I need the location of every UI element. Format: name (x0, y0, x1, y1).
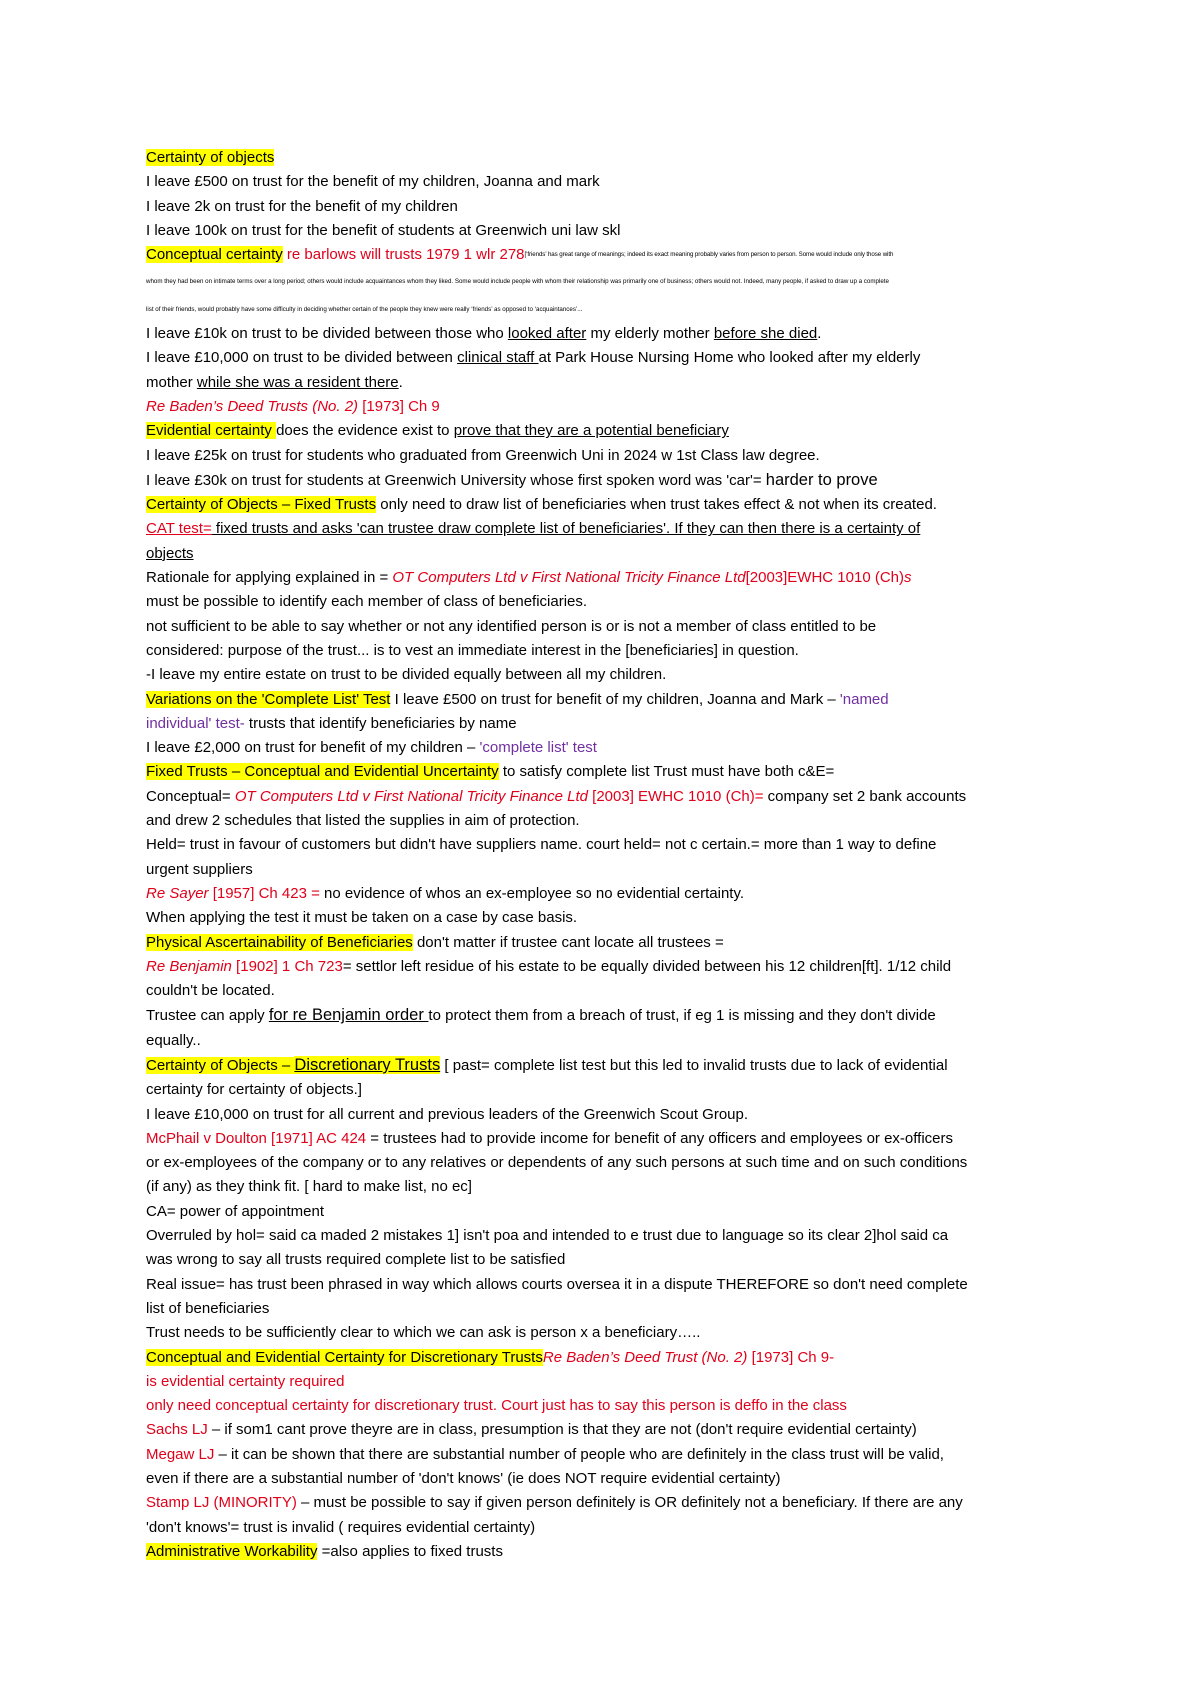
text-run: . (398, 373, 403, 391)
text-line (146, 1078, 1066, 1102)
text-run: Sachs LJ (146, 1421, 208, 1439)
text-run: company set 2 bank accounts (763, 787, 967, 805)
text-run: Certainty of objects (146, 149, 275, 166)
text-run: list of their friends, would probably have some difficulty in deciding whether certain of the people they knew were really ‘friends’ as opposed to ‘acquaintances’... (146, 305, 583, 313)
text-line (146, 146, 1066, 170)
text-line (146, 906, 1066, 930)
text-run: Re Benjamin (146, 957, 232, 975)
text-run: Megaw LJ (146, 1445, 215, 1463)
text-line (146, 1491, 1066, 1515)
text-run: objects (146, 544, 194, 562)
text-line (146, 1200, 1066, 1224)
text-line (146, 267, 1066, 294)
text-line (146, 1175, 1066, 1199)
text-run: to protect them from a breach of trust, if eg 1 is missing and they don't divide (428, 1007, 936, 1025)
text-run: = settlor left residue of his estate to be equally divided between his 12 children[ft]. 1/12 child (342, 957, 952, 975)
text-run: 'named (839, 690, 889, 708)
text-line (146, 1103, 1066, 1127)
text-run: – it can be shown that there are substantial number of people who are definitely in the class trust will be valid, (214, 1445, 944, 1463)
text-run: considered: purpose of the trust... is to vest an immediate interest in the [beneficiaries] in question. (146, 641, 799, 659)
text-run: I leave £500 on trust for the benefit of my children, Joanna and mark (146, 173, 600, 191)
text-line (146, 195, 1066, 219)
text-line (146, 1467, 1066, 1491)
text-line (146, 760, 1066, 784)
text-run: When applying the test it must be taken on a case by case basis. (146, 909, 578, 927)
text-line (146, 1346, 1066, 1370)
text-line (146, 517, 1066, 541)
text-run: must be possible to identify each member of class of beneficiaries. (146, 593, 588, 611)
text-run: was wrong to say all trusts required complete list to be satisfied (146, 1251, 566, 1269)
text-run: Conceptual certainty (146, 246, 283, 264)
text-run: OT Computers Ltd v First National Tricity Finance Ltd (234, 787, 588, 805)
text-run: Re Sayer (146, 884, 209, 902)
text-line (146, 615, 1066, 639)
text-line (146, 346, 1066, 370)
text-run: 'don't knows'= trust is invalid ( requires evidential certainty) (146, 1518, 536, 1536)
text-run: mother (146, 373, 197, 391)
text-run: fixed trusts and asks 'can trustee draw complete list of beneficiaries'. If they can then there is a certainty of (211, 520, 921, 538)
text-line (146, 243, 1066, 267)
text-line (146, 1224, 1066, 1248)
text-run: [‘friends’ has great range of meanings; indeed its exact meaning probably varies from person to person. Some would include only those with (524, 251, 894, 259)
text-run: individual' test- (146, 714, 245, 732)
text-line (146, 688, 1066, 712)
text-line (146, 295, 1066, 322)
text-run: my elderly mother (586, 325, 714, 343)
text-run: equally.. (146, 1031, 201, 1049)
text-run: Certainty of Objects – Fixed Trusts (146, 496, 377, 514)
text-line (146, 1127, 1066, 1151)
text-run: don't matter if trustee cant locate all trustees = (412, 933, 724, 951)
text-line (146, 542, 1066, 566)
text-run: [1973] Ch 9- (747, 1348, 835, 1366)
text-run: McPhail v Doulton [1971] AC 424 (146, 1129, 367, 1147)
text-line (146, 785, 1066, 809)
text-line (146, 1418, 1066, 1442)
text-line (146, 493, 1066, 517)
text-run: . (817, 325, 822, 343)
text-run: CA= power of appointment (146, 1202, 325, 1220)
text-line (146, 322, 1066, 346)
text-run: Overruled by hol= said ca maded 2 mistakes 1] isn't poa and intended to e trust due to language so its clear 2]hol said ca (146, 1227, 949, 1245)
text-run: Certainty of Objects – (146, 1056, 295, 1074)
text-line (146, 712, 1066, 736)
text-line (146, 1297, 1066, 1321)
text-run: list of beneficiaries (146, 1299, 270, 1317)
text-run: and drew 2 schedules that listed the supplies in aim of protection. (146, 812, 580, 830)
text-line (146, 1516, 1066, 1540)
text-run: [1973] Ch 9 (358, 397, 440, 415)
text-line (146, 1321, 1066, 1345)
text-run: while she was a resident there (196, 373, 399, 391)
text-run: Fixed Trusts – Conceptual and Evidential Uncertainty (146, 763, 499, 781)
text-run: I leave 100k on trust for the benefit of students at Greenwich uni law skl (146, 221, 621, 239)
text-run: re barlows will trusts 1979 1 wlr 278 (282, 246, 525, 264)
text-run: Discretionary Trusts (294, 1055, 441, 1074)
text-run: Real issue= has trust been phrased in way which allows courts oversea it in a dispute THEREFORE so don't need complete (146, 1275, 968, 1293)
text-run: CAT test= (146, 520, 212, 538)
text-line (146, 371, 1066, 395)
text-run: I leave £10,000 on trust to be divided between (146, 349, 458, 367)
text-line (146, 219, 1066, 243)
text-line (146, 468, 1066, 493)
text-run: Evidential certainty (146, 422, 277, 440)
text-run: at Park House Nursing Home who looked after my elderly (538, 349, 921, 367)
text-line (146, 395, 1066, 419)
text-run: does the evidence exist to (276, 422, 454, 440)
text-run: [1902] 1 Ch 723 (231, 957, 343, 975)
text-run: I leave 2k on trust for the benefit of my children (146, 197, 458, 215)
text-run: Conceptual= (146, 787, 235, 805)
text-line (146, 1248, 1066, 1272)
text-line (146, 1370, 1066, 1394)
text-line (146, 736, 1066, 760)
text-line (146, 979, 1066, 1003)
text-line (146, 419, 1066, 443)
text-run: I leave £10,000 on trust for all current and previous leaders of the Greenwich Scout Group. (146, 1105, 749, 1123)
text-run: s (904, 569, 912, 587)
text-run: I leave £30k on trust for students at Greenwich University whose first spoken word was 'car'= (146, 471, 766, 489)
text-line (146, 931, 1066, 955)
text-run: OT Computers Ltd v First National Tricity Finance Ltd (392, 569, 746, 587)
text-run: harder to prove (765, 470, 878, 489)
text-run: no evidence of whos an ex-employee so no evidential certainty. (319, 884, 745, 902)
text-line (146, 1053, 1066, 1078)
text-run: =also applies to fixed trusts (317, 1542, 503, 1560)
text-run: Physical Ascertainability of Beneficiaries (146, 933, 413, 951)
text-run: (if any) as they think fit. [ hard to make list, no ec] (146, 1178, 472, 1196)
text-line (146, 1540, 1066, 1564)
text-line (146, 858, 1066, 882)
text-line (146, 444, 1066, 468)
text-line (146, 1273, 1066, 1297)
text-run: Conceptual and Evidential Certainty for Discretionary Trusts (146, 1348, 543, 1366)
text-run: 'complete list' test (479, 739, 597, 757)
text-run: Administrative Workability (146, 1542, 318, 1560)
text-run: or ex-employees of the company or to any relatives or dependents of any such persons at such time and on such conditions (146, 1154, 968, 1172)
text-run: – must be possible to say if given person definitely is OR definitely not a beneficiary. If there are any (296, 1494, 963, 1512)
text-line (146, 590, 1066, 614)
text-run: [2003] EWHC 1010 (Ch)= (588, 787, 764, 805)
text-run: to satisfy complete list Trust must have both c&E= (498, 763, 835, 781)
text-run: Trust needs to be sufficiently clear to which we can ask is person x a beneficiary….. (146, 1324, 701, 1342)
text-run: before she died (713, 325, 818, 343)
text-run: I leave £25k on trust for students who graduated from Greenwich Uni in 2024 w 1st Class law degree. (146, 446, 820, 464)
text-run: only need to draw list of beneficiaries when trust takes effect & not when its created. (376, 496, 937, 514)
text-run: – if som1 cant prove theyre are in class, presumption is that they are not (don't require evidential certainty) (207, 1421, 917, 1439)
text-run: [2003]EWHC 1010 (Ch) (745, 569, 904, 587)
text-run: couldn't be located. (146, 982, 275, 1000)
text-run: only need conceptual certainty for discretionary trust. Court just has to say this person is deffo in the class (146, 1397, 847, 1415)
text-line (146, 170, 1066, 194)
text-line (146, 1003, 1066, 1028)
text-run: I leave £500 on trust for benefit of my children, Joanna and Mark – (390, 690, 840, 708)
text-run: I leave £10k on trust to be divided between those who (146, 325, 508, 343)
text-run: [ past= complete list test but this led to invalid trusts due to lack of evidential (440, 1056, 948, 1074)
text-line (146, 1443, 1066, 1467)
text-run: urgent suppliers (146, 860, 253, 878)
text-run: [1957] Ch 423 = (208, 884, 320, 902)
text-run: even if there are a substantial number of 'don't knows' (ie does NOT require evidential certainty) (146, 1470, 781, 1488)
text-run: whom they had been on intimate terms over a long period; others would include acquaintances whom they liked. Some would include people with whom their relationship was primarily one of business; others would not. Indeed, many people, if asked to draw up a complete (146, 278, 889, 286)
text-run: Trustee can apply (146, 1007, 269, 1025)
text-run: Variations on the 'Complete List' Test (146, 690, 391, 708)
text-line (146, 639, 1066, 663)
text-run: -I leave my entire estate on trust to be divided equally between all my children. (146, 666, 667, 684)
text-line (146, 1029, 1066, 1053)
text-run: Rationale for applying explained in = (146, 569, 393, 587)
text-run: I leave £2,000 on trust for benefit of my children – (146, 739, 480, 757)
text-run: is evidential certainty required (146, 1372, 345, 1390)
text-line (146, 955, 1066, 979)
text-line (146, 809, 1066, 833)
text-line (146, 1151, 1066, 1175)
text-run: Re Baden’s Deed Trusts (No. 2) (146, 397, 359, 415)
text-run: Held= trust in favour of customers but didn't have suppliers name. court held= not c certain.= more than 1 way to define (146, 836, 937, 854)
text-run: Stamp LJ (MINORITY) (146, 1494, 297, 1512)
text-run: = trustees had to provide income for benefit of any officers and employees or ex-officers (366, 1129, 953, 1147)
text-run: Re Baden’s Deed Trust (No. 2) (542, 1348, 748, 1366)
text-line (146, 1394, 1066, 1418)
text-line (146, 882, 1066, 906)
text-line (146, 663, 1066, 687)
text-line (146, 566, 1066, 590)
document-body (146, 146, 1066, 1564)
text-run: certainty for certainty of objects.] (146, 1081, 362, 1099)
text-run: for re Benjamin order (268, 1006, 429, 1025)
text-run: clinical staff (457, 349, 539, 367)
text-run: not sufficient to be able to say whether or not any identified person is or is not a member of class entitled to be (146, 617, 877, 635)
text-run: prove that they are a potential beneficiary (453, 422, 729, 440)
text-run: trusts that identify beneficiaries by name (244, 714, 517, 732)
text-run: looked after (507, 325, 587, 343)
text-line (146, 833, 1066, 857)
